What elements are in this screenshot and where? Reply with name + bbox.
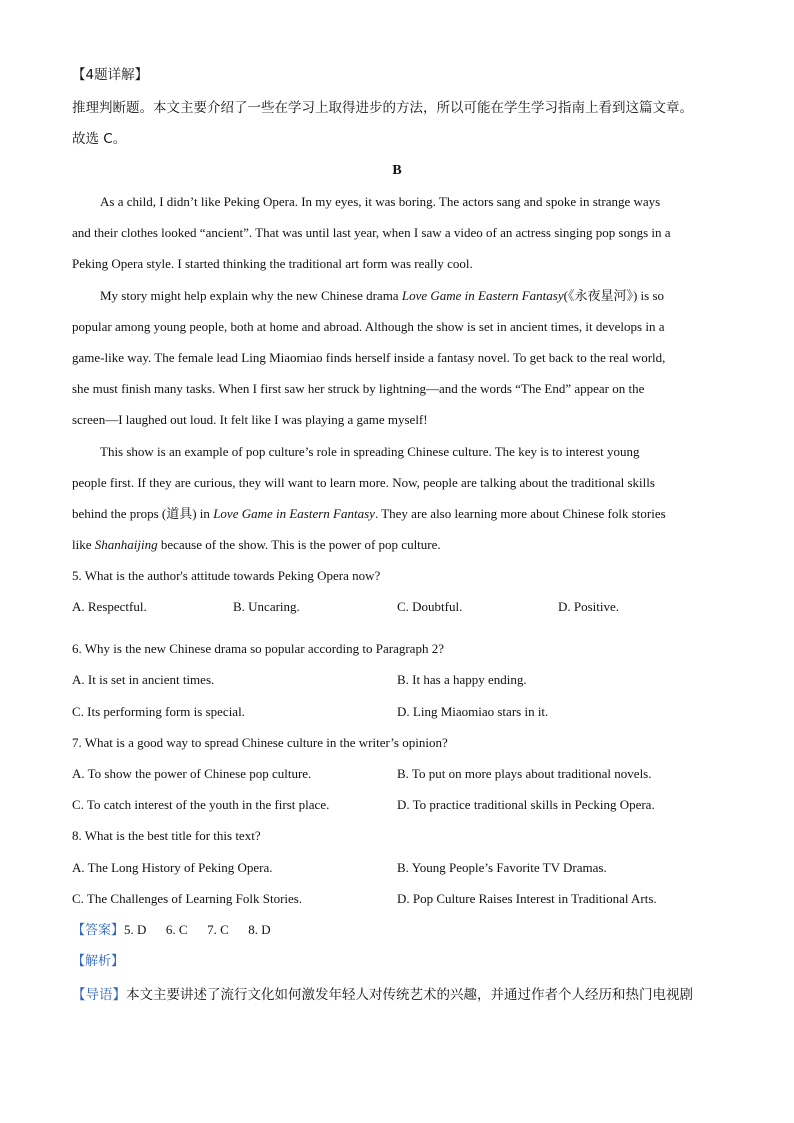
question-7-stem: 7. What is a good way to spread Chinese culture in the writer’s opinion? (72, 735, 448, 750)
question-8-stem: 8. What is the best title for this text? (72, 828, 261, 843)
shanhaijing-title: Shanhaijing (94, 537, 158, 552)
analysis-tag: 【解析】 (72, 954, 125, 969)
question-6-option-d[interactable]: D. Ling Miaomiao stars in it. (397, 704, 549, 719)
drama-title-2: Love Game in Eastern Fantasy (213, 506, 375, 521)
question-5-stem: 5. What is the author's attitude towards Peking Opera now? (72, 568, 381, 583)
p3-line4-pre: like (72, 537, 95, 552)
intro-line (72, 986, 732, 1004)
passage-p3-line2: people first. If they are curious, they will want to learn more. Now, people are talking about the traditional skills (72, 475, 655, 490)
section4-analysis-line1: 推理判断题。本文主要介绍了一些在学习上取得进步的方法，所以可能在学生学习指南上看到这篇文章。 (72, 100, 693, 116)
question-6-option-a[interactable]: A. It is set in ancient times. (72, 672, 215, 687)
question-8-option-a[interactable]: A. The Long History of Peking Opera. (72, 860, 273, 875)
intro-tag: 【导语】 (72, 987, 126, 1003)
passage-p2-line1 (100, 287, 760, 305)
question-5-option-a[interactable]: A. Respectful. (72, 599, 147, 614)
section4-heading: 【4题详解】 (72, 67, 149, 83)
passage-p2-line4: she must finish many tasks. When I first saw her struck by lightning—and the words “The End” appear on the (72, 381, 645, 396)
p2-line1-post: (《永夜星河》) is so (563, 288, 664, 303)
question-8-option-c[interactable]: C. The Challenges of Learning Folk Stories. (72, 891, 303, 906)
question-7-option-b[interactable]: B. To put on more plays about traditional novels. (397, 766, 652, 781)
drama-title: Love Game in Eastern Fantasy (401, 288, 564, 303)
passage-p3-line1: This show is an example of pop culture’s role in spreading Chinese culture. The key is to interest young (100, 444, 640, 459)
passage-p1-line2: and their clothes looked “ancient”. That was until last year, when I saw a video of an actress singing pop songs in a (72, 225, 671, 240)
question-6-option-b[interactable]: B. It has a happy ending. (397, 672, 527, 687)
passage-p2-line5: screen—I laughed out loud. It felt like I was playing a game myself! (72, 412, 428, 427)
answer-tag: 【答案】 (72, 923, 125, 938)
question-6-option-c[interactable]: C. Its performing form is special. (72, 704, 245, 719)
question-5-option-d[interactable]: D. Positive. (558, 599, 620, 614)
answer-values: 5. D 6. C 7. C 8. D (124, 922, 271, 937)
passage-p1-line1: As a child, I didn’t like Peking Opera. In my eyes, it was boring. The actors sang and spoke in strange ways (100, 194, 661, 209)
answer-line (72, 921, 732, 940)
question-5-option-b[interactable]: B. Uncaring. (233, 599, 300, 614)
passage-p2-line3: game-like way. The female lead Ling Miaomiao finds herself inside a fantasy novel. To get back to the real world, (72, 350, 666, 365)
passage-p2-line2: popular among young people, both at home and abroad. Although the show is set in ancient times, it develops in a (72, 319, 665, 334)
p3-line3-pre: behind the props (道具) in (72, 506, 214, 521)
question-6-stem: 6. Why is the new Chinese drama so popular according to Paragraph 2? (72, 641, 444, 656)
p3-line4-post: because of the show. This is the power of pop culture. (157, 537, 441, 552)
question-7-option-a[interactable]: A. To show the power of Chinese pop culture. (72, 766, 312, 781)
question-7-option-c[interactable]: C. To catch interest of the youth in the first place. (72, 797, 330, 812)
passage-p3-line4 (72, 536, 732, 554)
question-7-option-d[interactable]: D. To practice traditional skills in Pecking Opera. (397, 797, 655, 812)
question-8-option-b[interactable]: B. Young People’s Favorite TV Dramas. (397, 860, 607, 875)
section4-analysis-line2: 故选 C。 (72, 131, 127, 147)
question-5-option-c[interactable]: C. Doubtful. (397, 599, 463, 614)
question-8-option-d[interactable]: D. Pop Culture Raises Interest in Traditional Arts. (397, 891, 657, 906)
p3-line3-post: . They are also learning more about Chinese folk stories (374, 506, 666, 521)
passage-p1-line3: Peking Opera style. I started thinking the traditional art form was really cool. (72, 256, 473, 271)
intro-text: 本文主要讲述了流行文化如何激发年轻人对传统艺术的兴趣，并通过作者个人经历和热门电视剧 (126, 987, 693, 1003)
passage-label: B (392, 163, 402, 178)
analysis-line (72, 952, 732, 971)
passage-p3-line3 (72, 505, 732, 523)
p2-line1-pre: My story might help explain why the new Chinese drama (100, 288, 402, 303)
